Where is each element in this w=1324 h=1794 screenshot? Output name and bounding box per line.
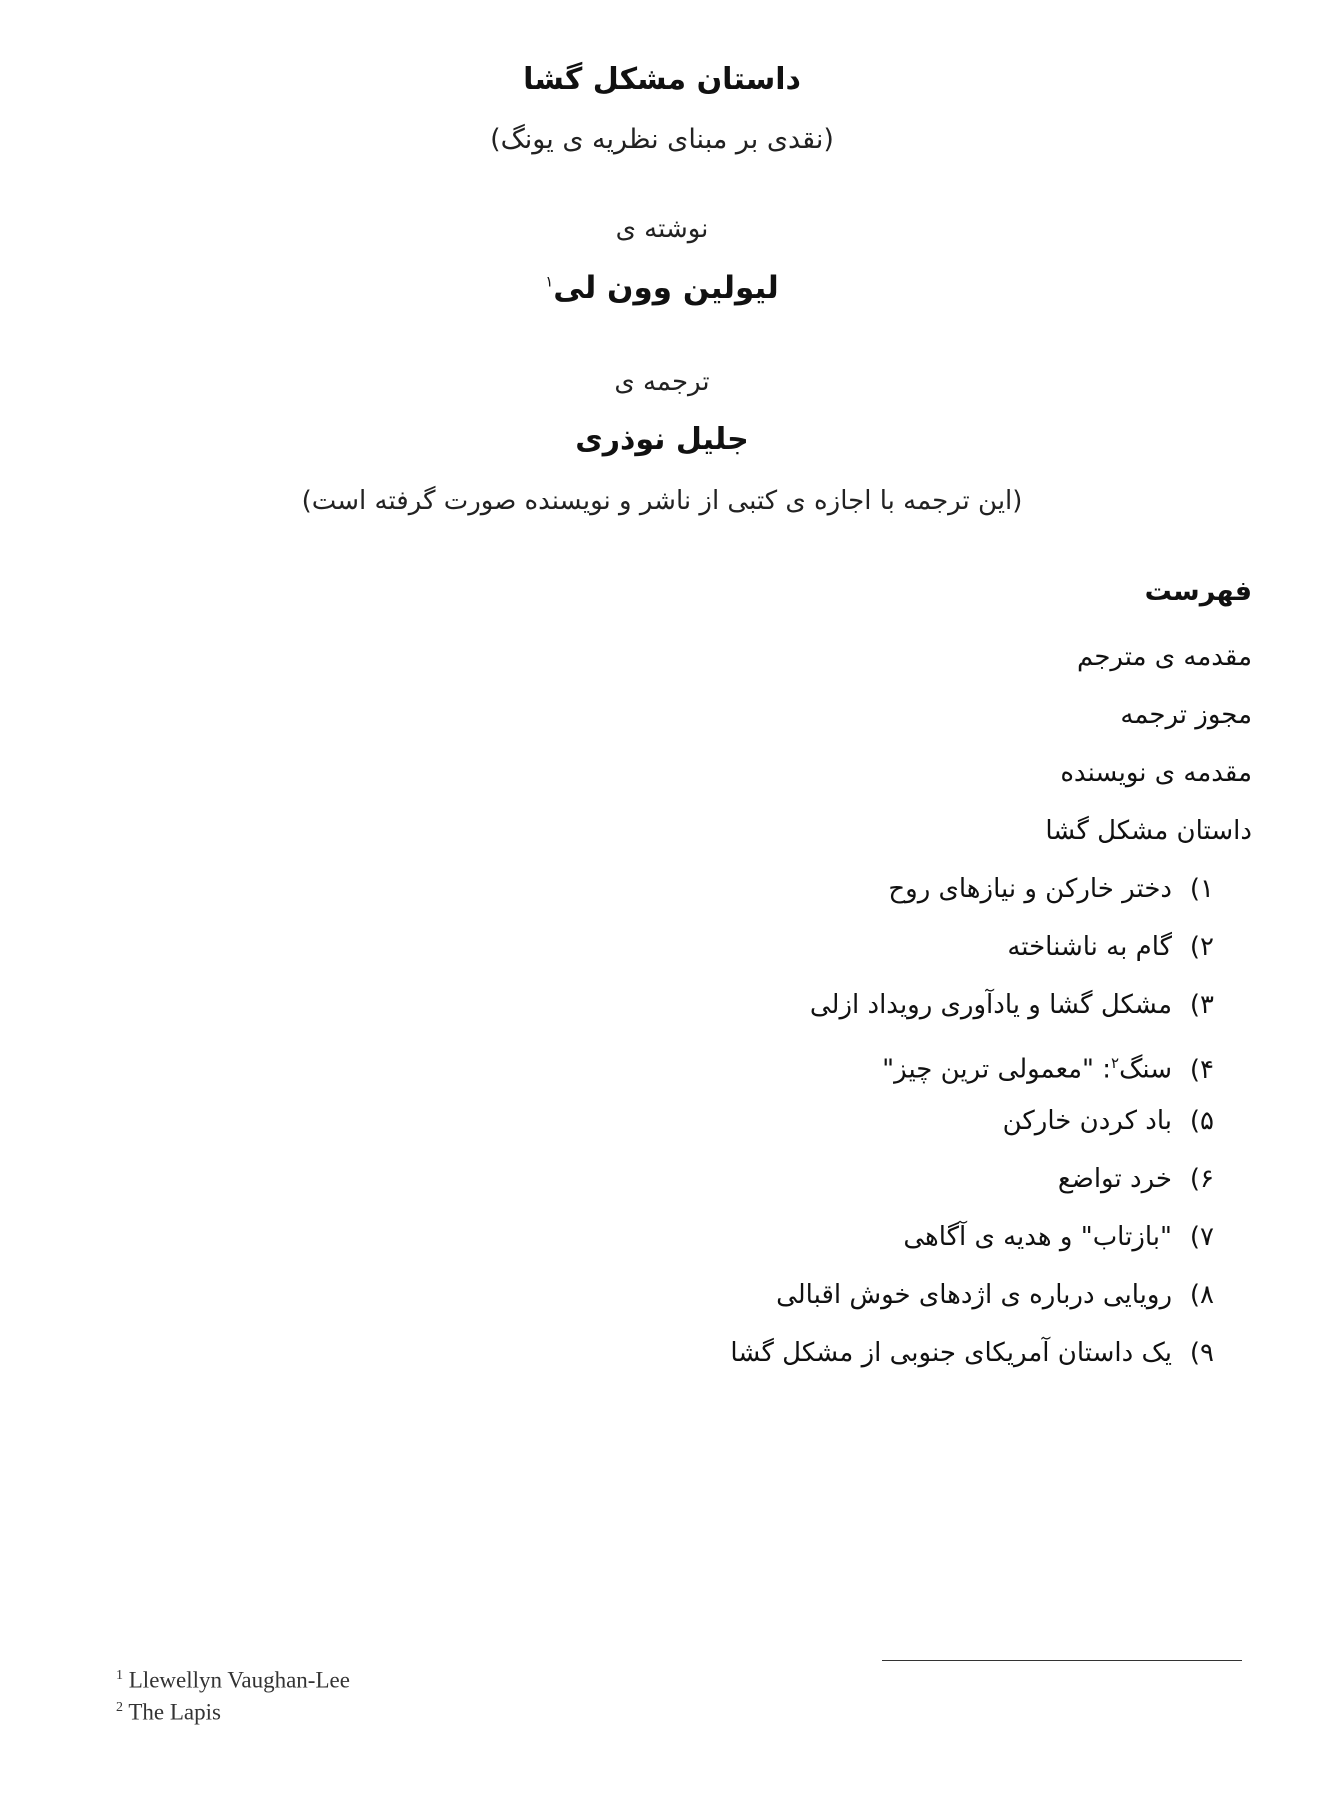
toc-item-translator-preface: مقدمه ی مترجم: [1077, 642, 1252, 672]
translator-name: جلیل نوذری: [575, 422, 749, 457]
footnote-number: 1: [116, 1668, 123, 1683]
footnote-divider: [882, 1660, 1242, 1661]
toc-subitem: [352, 860, 1252, 918]
footnote-text: Llewellyn Vaughan-Lee: [128, 1667, 350, 1693]
footnote-number: 2: [116, 1699, 123, 1715]
toc-subitem: [352, 1150, 1252, 1208]
toc-subitem-text: "بازتاب" و هدیه ی آگاهی: [903, 1222, 1172, 1252]
toc-subitem-text: گام به ناشناخته: [1007, 932, 1172, 962]
toc-subitem-number: ۷): [1189, 1222, 1214, 1252]
toc-subitem-text-continued: : "معمولی ترین چیز": [882, 1054, 1112, 1085]
toc-subitem-text: رویایی درباره ی اژدهای خوش اقبالی: [776, 1280, 1172, 1310]
toc-subitem: [352, 918, 1252, 976]
toc-item-translation-license: مجوز ترجمه: [1120, 700, 1252, 730]
toc-subitem: [352, 1324, 1252, 1382]
author-label: نوشته ی: [615, 214, 709, 244]
toc-subitem-text: سنگ: [1119, 1054, 1172, 1085]
toc-subitem-number: ۶): [1189, 1164, 1214, 1194]
toc-subitem-number: ۴): [1189, 1054, 1214, 1085]
translator-label: ترجمه ی: [614, 367, 710, 397]
permission-note: (این ترجمه با اجازه ی کتبی از ناشر و نویسنده صورت گرفته است): [301, 486, 1023, 516]
footnotes: [116, 1662, 350, 1725]
toc-subitem-number: ۸): [1189, 1280, 1214, 1310]
footnote: [116, 1662, 350, 1694]
toc-subitem: [352, 976, 1252, 1034]
toc-subitem: [352, 1092, 1252, 1150]
toc-item-author-preface: مقدمه ی نویسنده: [1060, 758, 1252, 788]
toc-subitem-text: باد کردن خارکن: [1002, 1106, 1172, 1136]
toc-heading: فهرست: [1144, 576, 1252, 607]
toc-subitem-text: یک داستان آمریکای جنوبی از مشکل گشا: [730, 1338, 1172, 1368]
footnote: [116, 1694, 350, 1726]
document-title: داستان مشکل گشا: [523, 62, 801, 97]
table-of-contents: [352, 570, 1252, 1382]
toc-subitem-number: ۳): [1189, 990, 1214, 1020]
toc-subitem-number: ۲): [1189, 932, 1214, 962]
author-name: لیولین وون لی: [553, 270, 779, 306]
toc-subitem-number: ۹): [1189, 1338, 1214, 1368]
toc-subitem-number: ۱): [1189, 874, 1214, 904]
author-name-line: [0, 270, 1324, 306]
toc-subitem-text: دختر خارکن و نیازهای روح: [888, 874, 1172, 904]
toc-subitem: [352, 1266, 1252, 1324]
author-footnote-ref: ۱: [545, 272, 554, 291]
toc-footnote-ref: ۲: [1111, 1054, 1120, 1072]
toc-item-story: داستان مشکل گشا: [1045, 816, 1252, 846]
toc-subitem-number: ۵): [1189, 1106, 1214, 1136]
document-subtitle: (نقدی بر مبنای نظریه ی یونگ): [490, 124, 834, 155]
toc-subitem: [352, 1208, 1252, 1266]
footnote-text: The Lapis: [128, 1699, 221, 1725]
toc-subitem: [352, 1034, 1252, 1092]
toc-subitem-text: مشکل گشا و یادآوری رویداد ازلی: [809, 990, 1172, 1020]
toc-subitem-text: خرد تواضع: [1057, 1164, 1172, 1194]
